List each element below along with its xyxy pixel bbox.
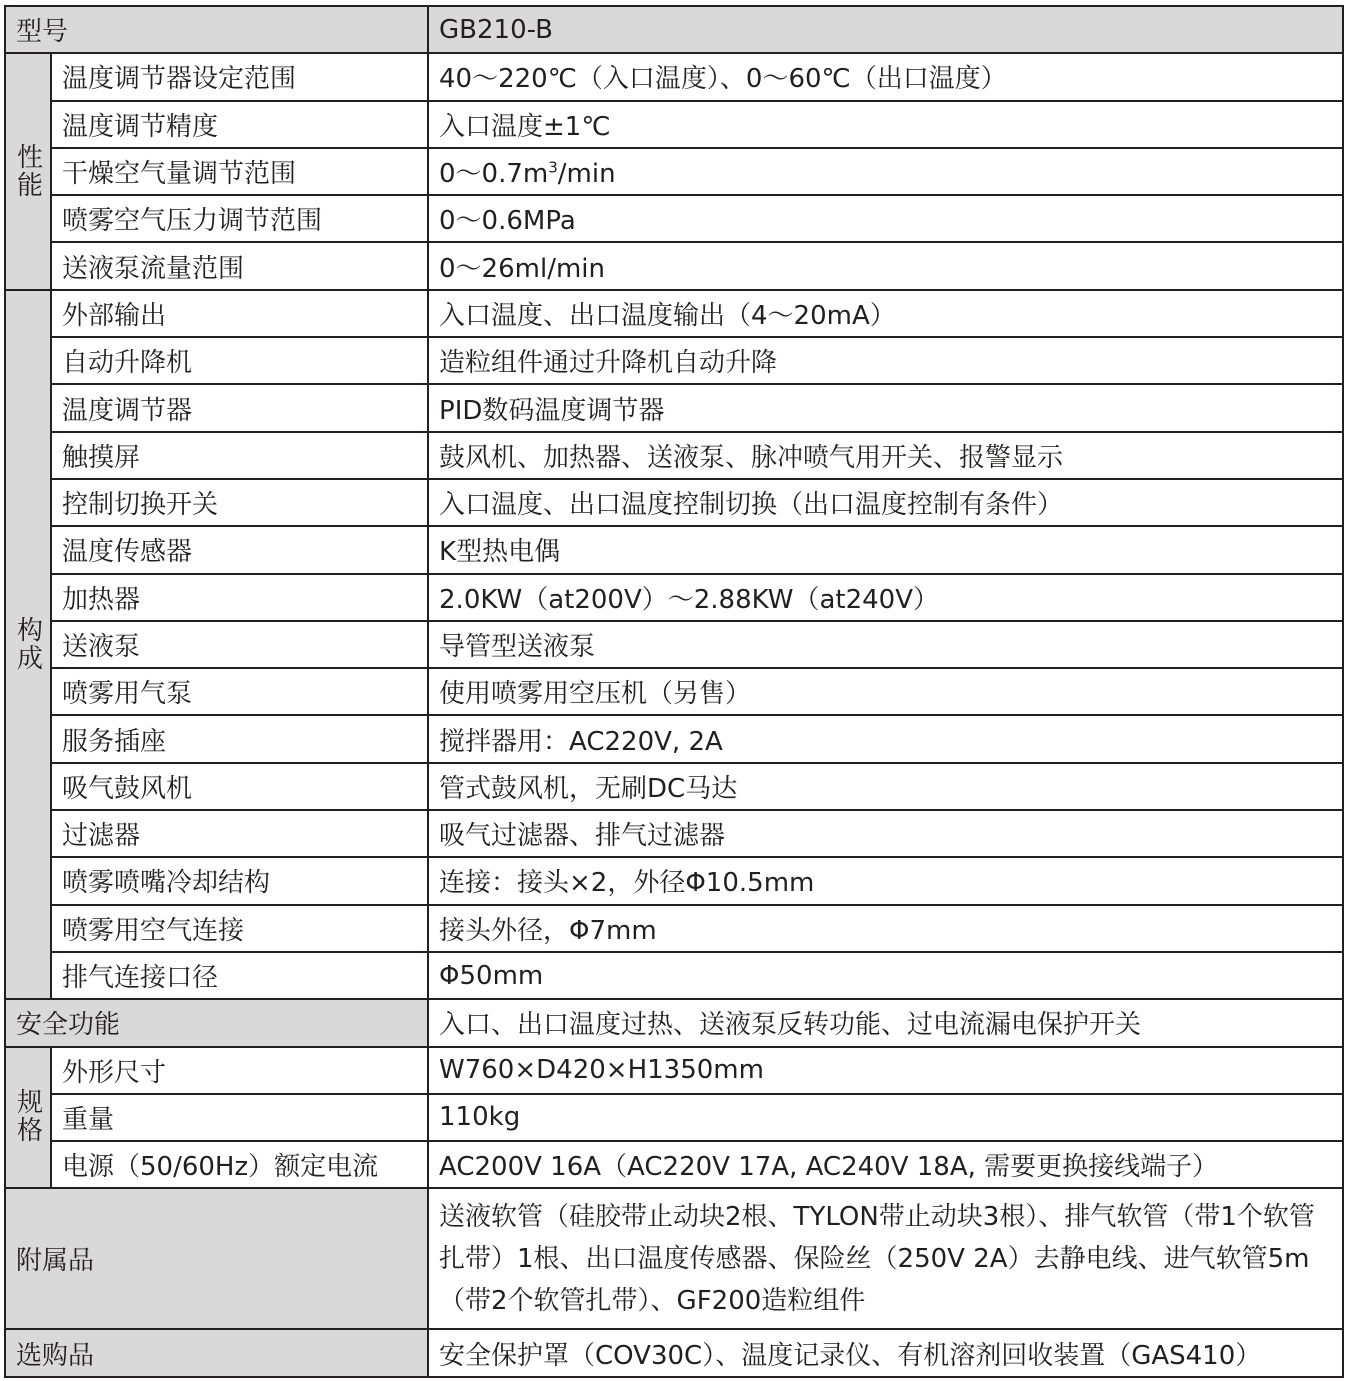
table-row xyxy=(5,574,1343,621)
row-value: 造粒组件通过升降机自动升降 xyxy=(428,337,1343,384)
row-value: 110kg xyxy=(428,1094,1343,1141)
accessories-row xyxy=(5,1188,1343,1329)
row-label: 加热器 xyxy=(51,574,428,621)
row-label: 吸气鼓风机 xyxy=(51,763,428,810)
table-row xyxy=(5,337,1343,384)
table-row xyxy=(5,195,1343,242)
row-value: K型热电偶 xyxy=(428,526,1343,573)
row-value: 导管型送液泵 xyxy=(428,621,1343,668)
row-value: 0～0.6MPa xyxy=(428,195,1343,242)
options-value: 安全保护罩（COV30C）、温度记录仪、有机溶剂回收装置（GAS410） xyxy=(428,1329,1343,1376)
safety-value: 入口、出口温度过热、送液泵反转功能、过电流漏电保护开关 xyxy=(428,999,1343,1046)
table-row xyxy=(5,668,1343,715)
row-value: 入口温度、出口温度控制切换（出口温度控制有条件） xyxy=(428,479,1343,526)
row-value: PID数码温度调节器 xyxy=(428,384,1343,431)
row-value: 2.0KW（at200V）～2.88KW（at240V） xyxy=(428,574,1343,621)
row-label: 送液泵 xyxy=(51,621,428,668)
group-label: 构成 xyxy=(16,615,43,674)
table-row xyxy=(5,290,1343,337)
table-row xyxy=(5,101,1343,148)
group-construction xyxy=(5,290,51,999)
row-value: 搅拌器用：AC220V, 2A xyxy=(428,715,1343,762)
group-specs xyxy=(5,1047,51,1189)
table-row xyxy=(5,952,1343,999)
accessories-label: 附属品 xyxy=(5,1188,428,1329)
row-label: 外部输出 xyxy=(51,290,428,337)
table-row xyxy=(5,905,1343,952)
airflow-exponent: 3 xyxy=(548,158,558,177)
row-value: 连接：接头×2，外径Φ10.5mm xyxy=(428,857,1343,904)
group-label: 规格 xyxy=(16,1088,43,1147)
row-label: 服务插座 xyxy=(51,715,428,762)
row-value: 接头外径，Φ7mm xyxy=(428,905,1343,952)
row-value: 管式鼓风机，无刷DC马达 xyxy=(428,763,1343,810)
table-row xyxy=(5,1141,1343,1188)
row-label: 过滤器 xyxy=(51,810,428,857)
row-label: 喷雾喷嘴冷却结构 xyxy=(51,857,428,904)
table-row xyxy=(5,148,1343,195)
table-row xyxy=(5,1047,1343,1094)
row-label: 温度调节精度 xyxy=(51,101,428,148)
row-label: 排气连接口径 xyxy=(51,952,428,999)
table-row xyxy=(5,763,1343,810)
table-row xyxy=(5,857,1343,904)
model-label: 型号 xyxy=(5,6,428,53)
table-row xyxy=(5,1094,1343,1141)
model-row xyxy=(5,6,1343,53)
safety-label: 安全功能 xyxy=(5,999,428,1046)
table-row xyxy=(5,53,1343,100)
row-value: Φ50mm xyxy=(428,952,1343,999)
options-row xyxy=(5,1329,1343,1376)
row-value: 吸气过滤器、排气过滤器 xyxy=(428,810,1343,857)
row-value: 鼓风机、加热器、送液泵、脉冲喷气用开关、报警显示 xyxy=(428,432,1343,479)
row-label: 喷雾用气泵 xyxy=(51,668,428,715)
row-value: 入口温度、出口温度输出（4～20mA） xyxy=(428,290,1343,337)
row-value: AC200V 16A（AC220V 17A, AC240V 18A, 需要更换接线端子） xyxy=(428,1141,1343,1188)
row-value: W760×D420×H1350mm xyxy=(428,1047,1343,1094)
table-row xyxy=(5,479,1343,526)
row-label: 触摸屏 xyxy=(51,432,428,479)
row-label: 控制切换开关 xyxy=(51,479,428,526)
row-label: 送液泵流量范围 xyxy=(51,242,428,289)
group-label: 性能 xyxy=(16,142,43,201)
row-label: 外形尺寸 xyxy=(51,1047,428,1094)
options-label: 选购品 xyxy=(5,1329,428,1376)
table-row xyxy=(5,432,1343,479)
airflow-unit: /min xyxy=(557,159,616,190)
row-value-airflow xyxy=(428,148,1343,195)
table-row xyxy=(5,715,1343,762)
table-row xyxy=(5,242,1343,289)
group-performance xyxy=(5,53,51,289)
row-label: 温度调节器设定范围 xyxy=(51,53,428,100)
row-label: 喷雾空气压力调节范围 xyxy=(51,195,428,242)
model-value: GB210-B xyxy=(428,6,1343,53)
row-label: 电源（50/60Hz）额定电流 xyxy=(51,1141,428,1188)
spec-table xyxy=(4,5,1344,1378)
row-value: 0～26ml/min xyxy=(428,242,1343,289)
row-label: 干燥空气量调节范围 xyxy=(51,148,428,195)
table-row xyxy=(5,384,1343,431)
row-label: 温度传感器 xyxy=(51,526,428,573)
accessories-value: 送液软管（硅胶带止动块2根、TYLON带止动块3根）、排气软管（带1个软管扎带）1根、出口温度传感器、保险丝（250V 2A）去静电线、进气软管5m（带2个软管扎带）、GF200造粒组件 xyxy=(428,1188,1343,1329)
table-row xyxy=(5,621,1343,668)
row-label: 自动升降机 xyxy=(51,337,428,384)
table-row xyxy=(5,810,1343,857)
safety-row xyxy=(5,999,1343,1046)
airflow-value: 0～0.7m xyxy=(439,159,549,190)
row-label: 温度调节器 xyxy=(51,384,428,431)
row-label: 喷雾用空气连接 xyxy=(51,905,428,952)
row-value: 使用喷雾用空压机（另售） xyxy=(428,668,1343,715)
row-value: 40～220℃（入口温度）、0～60℃（出口温度） xyxy=(428,53,1343,100)
table-row xyxy=(5,526,1343,573)
row-value: 入口温度±1℃ xyxy=(428,101,1343,148)
row-label: 重量 xyxy=(51,1094,428,1141)
